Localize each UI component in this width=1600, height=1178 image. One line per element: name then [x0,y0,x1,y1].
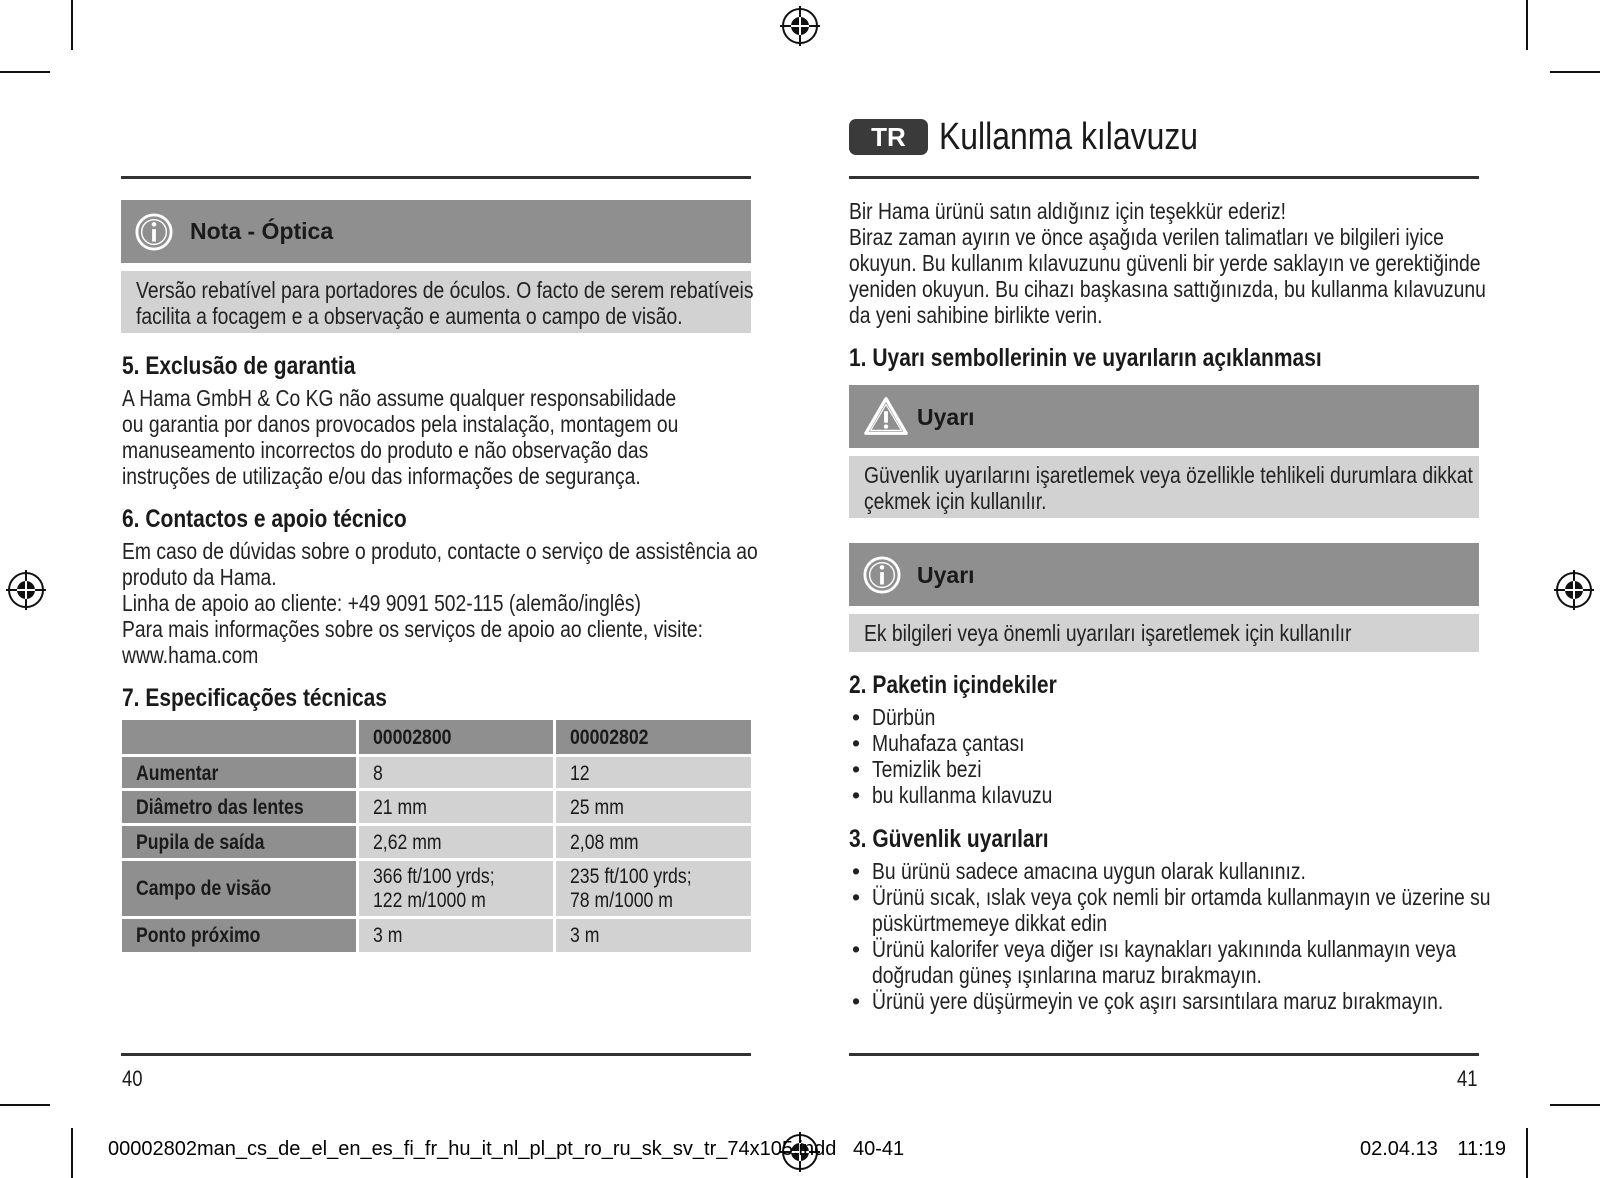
section-heading: 3. Güvenlik uyarıları [849,825,1049,853]
table-row-label: Diâmetro das lentes [122,791,356,823]
page-number: 40 [122,1066,143,1091]
note-box-header [121,200,751,263]
section-heading: 2. Paketin içindekiler [849,671,1057,699]
table-row-label: Pupila de saída [122,826,356,858]
paragraph-line: manuseamento incorrectos do produto e não observação das [122,437,649,463]
crop-mark [71,1128,73,1178]
crop-mark [1526,0,1528,50]
crop-mark [71,0,73,50]
intro-line: da yeni sahibine birlikte verin. [849,302,1103,328]
paragraph-line: Em caso de dúvidas sobre o produto, contacte o serviço de assistência ao [122,538,758,564]
section-heading: 1. Uyarı sembollerinin ve uyarıların açıklanması [849,344,1322,372]
table-cell: 25 mm [556,791,751,823]
info-box-header [849,543,1479,606]
list-item: • Temizlik bezi [852,756,1087,782]
warning-title: Uyarı [917,404,975,430]
bottom-rule-right [849,1053,1479,1056]
list-item: • Ürünü sıcak, ıslak veya çok nemli bir ortamda kullanmayın ve üzerine su püskürtmemeye dikkat edin [852,884,1600,936]
crop-mark [0,1104,50,1106]
package-contents-list [852,704,1087,808]
note-line: Versão rebatível para portadores de óculos. O facto de serem rebatíveis [136,277,754,303]
table-cell: 12 [556,757,751,788]
list-item: • Ürünü yere düşürmeyin ve çok aşırı sarsıntılara maruz bırakmayın. [852,988,1600,1014]
warning-box-body [849,456,1479,518]
table-cell: 235 ft/100 yrds; 78 m/1000 m [556,861,751,916]
bottom-rule-left [121,1053,751,1056]
language-badge: TR [849,119,928,155]
info-line: Ek bilgileri veya önemli uyarıları işaretlemek için kullanılır [864,620,1352,646]
table-cell: 2,62 mm [359,826,553,858]
warning-box-header [849,385,1479,448]
table-cell: 8 [359,757,553,788]
intro-line: Biraz zaman ayırın ve önce aşağıda verilen talimatları ve bilgileri iyice [849,224,1444,250]
table-cell: 366 ft/100 yrds; 122 m/1000 m [359,861,553,916]
crop-mark [1526,1128,1528,1178]
list-item: • Muhafaza çantası [852,730,1087,756]
registration-mark-icon [6,570,46,610]
table-header-cell [122,720,356,754]
page-title: Kullanma kılavuzu [939,116,1199,158]
paragraph-line: produto da Hama. [122,564,277,590]
table-header-cell: 00002800 [359,720,553,754]
note-box-body [121,271,754,333]
footer-time: 11:19 [1457,1138,1506,1160]
info-icon [863,556,901,594]
page-number: 41 [1457,1066,1478,1091]
safety-list [852,858,1600,1014]
table-cell: 2,08 mm [556,826,751,858]
warning-line: çekmek için kullanılır. [864,488,1047,514]
crop-mark [0,71,50,73]
paragraph-line: Linha de apoio ao cliente: +49 9091 502-115 (alemão/inglês) [122,590,641,616]
top-rule-left [121,176,751,179]
website-link[interactable]: www.hama.com [122,642,259,668]
section-heading: 5. Exclusão de garantia [122,352,356,380]
top-rule-right [849,176,1479,179]
table-row-label: Campo de visão [122,861,356,916]
table-cell: 21 mm [359,791,553,823]
paragraph-line: ou garantia por danos provocados pela instalação, montagem ou [122,411,679,437]
info-box-body [849,614,1479,652]
note-line: facilita a focagem e a observação e aumenta o campo de visão. [136,303,683,329]
registration-mark-icon [780,6,820,46]
section-heading: 6. Contactos e apoio técnico [122,505,407,533]
info-icon [135,213,173,251]
registration-mark-icon [1554,570,1594,610]
paragraph-line: A Hama GmbH & Co KG não assume qualquer responsabilidade [122,385,677,411]
info-title: Uyarı [917,562,975,588]
warning-line: Güvenlik uyarılarını işaretlemek veya özellikle tehlikeli durumlara dikkat [864,462,1473,488]
list-item: • Bu ürünü sadece amacına uygun olarak kullanınız. [852,858,1600,884]
warning-triangle-icon [863,395,909,437]
table-cell: 3 m [359,919,553,952]
list-item: • bu kullanma kılavuzu [852,782,1087,808]
intro-line: okuyun. Bu kullanım kılavuzunu güvenli bir yerde saklayın ve gerektiğinde [849,250,1481,276]
footer-date: 02.04.13 [1360,1138,1438,1160]
paragraph-line: instruções de utilização e/ou das informações de segurança. [122,463,641,489]
intro-line: yeniden okuyun. Bu cihazı başkasına sattığınızda, bu kullanma kılavuzunu [849,276,1486,302]
table-row-label: Aumentar [122,757,356,788]
list-item: • Dürbün [852,704,1087,730]
section-heading: 7. Especificações técnicas [122,684,387,712]
paragraph-line: Para mais informações sobre os serviços de apoio ao cliente, visite: [122,616,703,642]
table-cell: 3 m [556,919,751,952]
crop-mark [1550,1104,1600,1106]
table-row-label: Ponto próximo [122,919,356,952]
table-header-cell: 00002802 [556,720,751,754]
intro-line: Bir Hama ürünü satın aldığınız için teşekkür ederiz! [849,198,1287,224]
crop-mark [1550,71,1600,73]
note-title: Nota - Óptica [190,218,334,244]
list-item: • Ürünü kalorifer veya diğer ısı kaynakları yakınında kullanmayın veya doğrudan güneş ışınlarına maruz bırakmayın. [852,936,1600,988]
footer-filename: 00002802man_cs_de_el_en_es_fi_fr_hu_it_nl_pl_pt_ro_ru_sk_sv_tr_74x105.indd 40-41 [108,1138,905,1160]
